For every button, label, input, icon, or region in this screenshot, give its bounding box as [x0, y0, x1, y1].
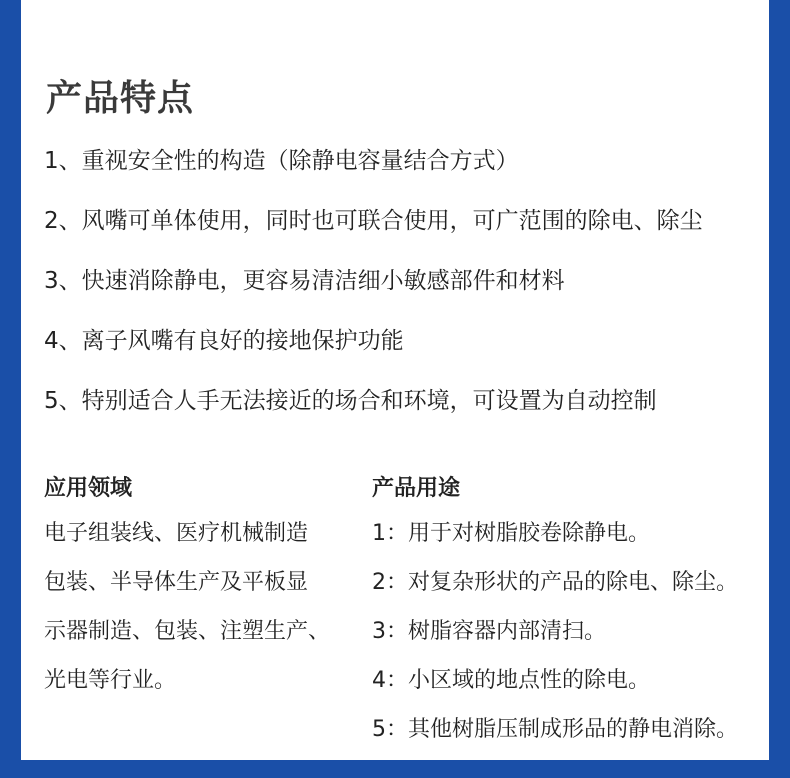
content-panel	[21, 0, 769, 760]
usage-item: 5：其他树脂压制成形品的静电消除。	[372, 717, 738, 742]
usage-item: 3：树脂容器内部清扫。	[372, 619, 606, 644]
feature-list	[44, 140, 769, 440]
feature-item: 3、快速消除静电，更容易清洁细小敏感部件和材料	[44, 268, 565, 294]
feature-item: 2、风嘴可单体使用，同时也可联合使用，可广范围的除电、除尘	[44, 208, 703, 234]
usage-item: 2：对复杂形状的产品的除电、除尘。	[372, 570, 738, 595]
usage-heading: 产品用途	[372, 476, 461, 501]
feature-item: 4、离子风嘴有良好的接地保护功能	[44, 328, 404, 354]
usage-item: 4：小区域的地点性的除电。	[372, 668, 650, 693]
page-title: 产品特点	[46, 78, 195, 119]
application-heading: 应用领域	[44, 476, 133, 501]
application-line: 电子组装线、医疗机械制造	[44, 521, 309, 546]
application-line: 光电等行业。	[44, 668, 177, 693]
usage-list	[372, 514, 772, 759]
application-line: 包装、半导体生产及平板显	[44, 570, 309, 595]
feature-item: 1、重视安全性的构造（除静电容量结合方式）	[44, 148, 519, 174]
application-section	[44, 470, 364, 710]
application-line: 示器制造、包装、注塑生产、	[44, 619, 331, 644]
feature-item: 5、特别适合人手无法接近的场合和环境，可设置为自动控制	[44, 388, 657, 414]
usage-item: 1：用于对树脂胶卷除静电。	[372, 521, 650, 546]
usage-section	[372, 470, 772, 759]
application-text	[44, 514, 364, 710]
